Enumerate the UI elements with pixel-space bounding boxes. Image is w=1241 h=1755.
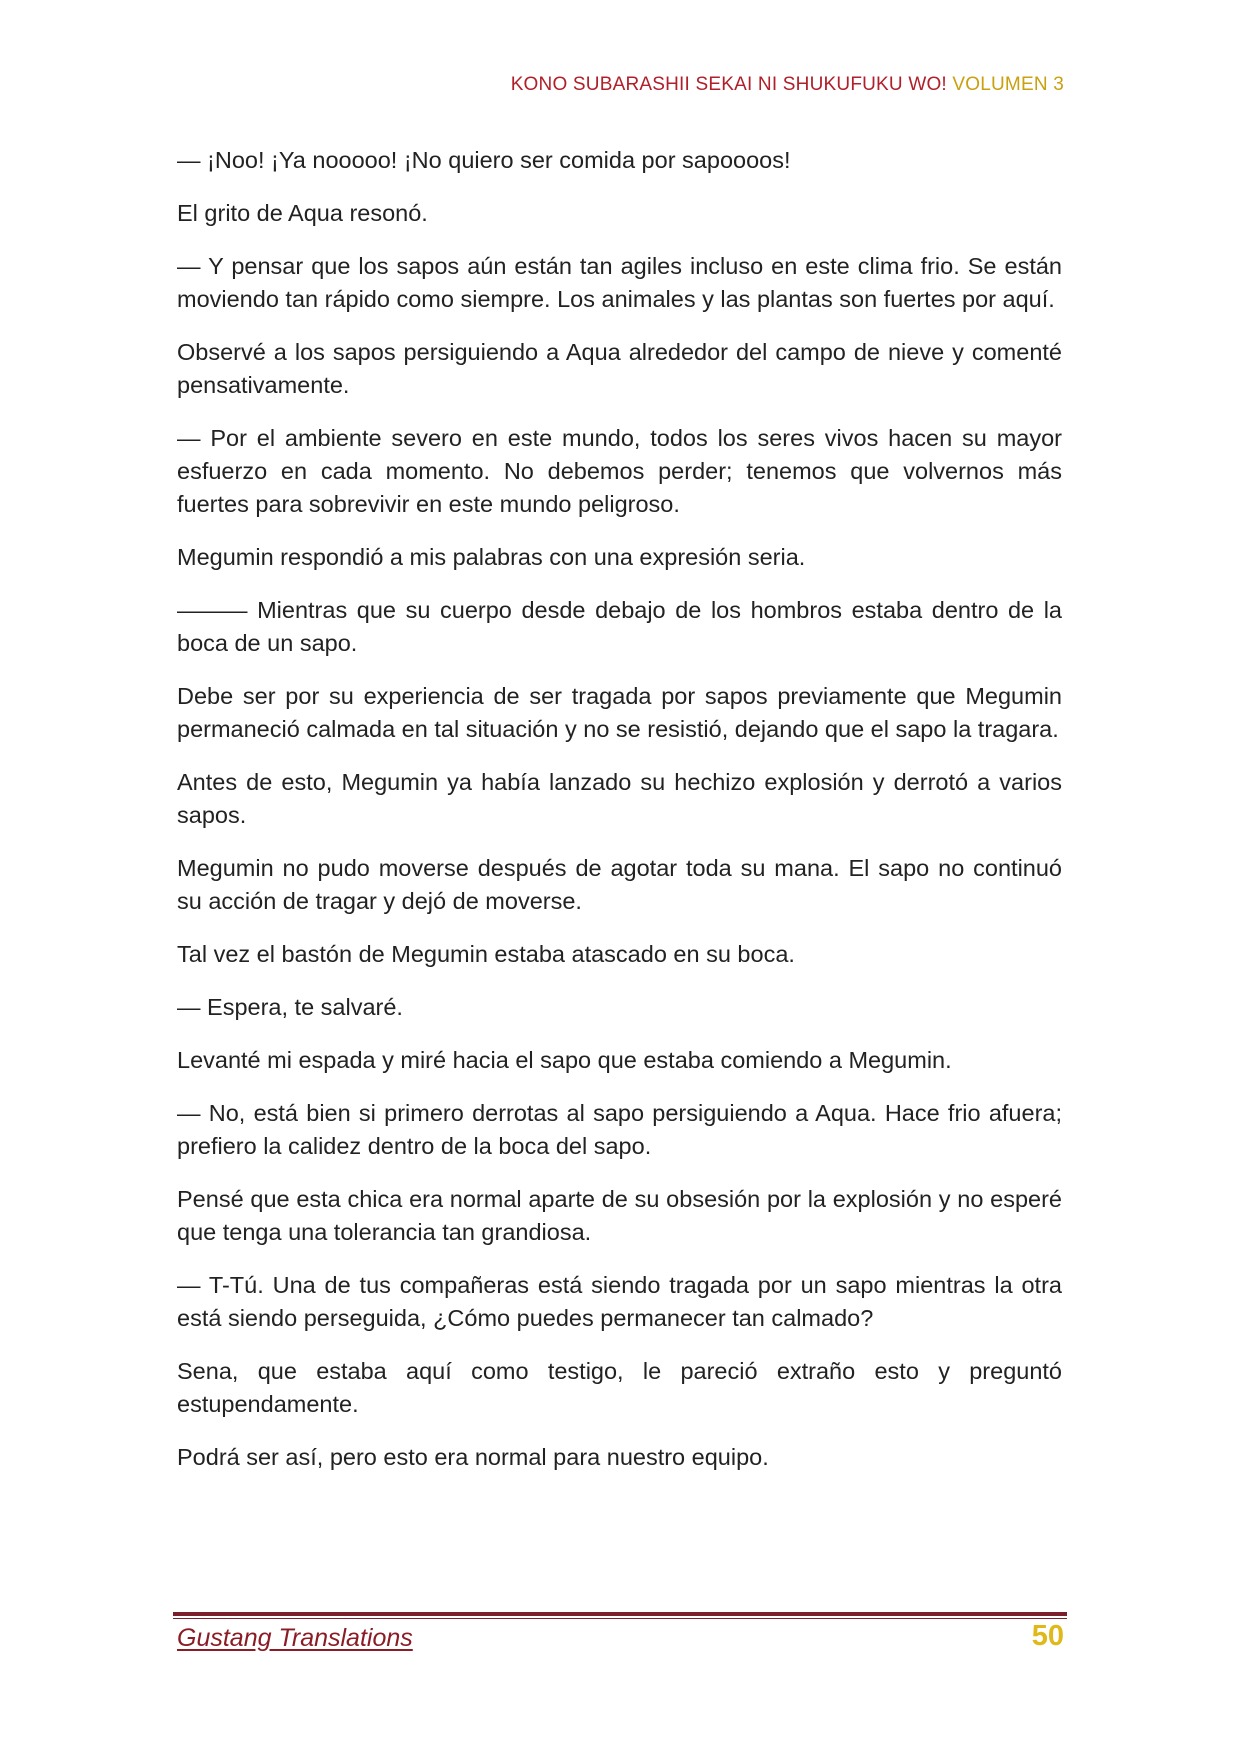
page-body [177,144,1062,1494]
paragraph: Tal vez el bastón de Megumin estaba atascado en su boca. [177,941,795,967]
paragraph: ——— Mientras que su cuerpo desde debajo de los hombros estaba dentro de la boca de un sapo. [177,597,1062,656]
footer-divider-thin [173,1618,1067,1619]
running-header-volume: VOLUMEN 3 [952,74,1064,95]
paragraph: Megumin respondió a mis palabras con una expresión seria. [177,544,806,570]
paragraph: Observé a los sapos persiguiendo a Aqua alrededor del campo de nieve y comenté pensativamente. [177,339,1062,398]
paragraph: Pensé que esta chica era normal aparte de su obsesión por la explosión y no esperé que tenga una tolerancia tan grandiosa. [177,1186,1062,1245]
running-header-series-title: KONO SUBARASHII SEKAI NI SHUKUFUKU WO! [510,74,953,95]
page-number: 50 [1031,1620,1064,1652]
paragraph: — Por el ambiente severo en este mundo, todos los seres vivos hacen su mayor esfuerzo en cada momento. No debemos perder; tenemos que volvernos más fuertes para sobrevivir en este mundo peligroso. [177,425,1062,517]
paragraph: Levanté mi espada y miré hacia el sapo que estaba comiendo a Megumin. [177,1047,952,1073]
paragraph: Antes de esto, Megumin ya había lanzado su hechizo explosión y derrotó a varios sapos. [177,769,1062,828]
paragraph: Megumin no pudo moverse después de agotar toda su mana. El sapo no continuó su acción de tragar y dejó de moverse. [177,855,1062,914]
paragraph: El grito de Aqua resonó. [177,200,428,226]
paragraph: — Y pensar que los sapos aún están tan agiles incluso en este clima frio. Se están moviendo tan rápido como siempre. Los animales y las plantas son fuertes por aquí. [177,253,1062,312]
footer-divider [173,1612,1067,1616]
paragraph: — No, está bien si primero derrotas al sapo persiguiendo a Aqua. Hace frio afuera; prefiero la calidez dentro de la boca del sapo. [177,1100,1062,1159]
paragraph: — Espera, te salvaré. [177,994,403,1020]
paragraph: — ¡Noo! ¡Ya nooooo! ¡No quiero ser comida por sapoooos! [177,147,791,173]
paragraph: Podrá ser así, pero esto era normal para nuestro equipo. [177,1444,769,1470]
running-header [511,74,1064,96]
paragraph: — T-Tú. Una de tus compañeras está siendo tragada por un sapo mientras la otra está siendo perseguida, ¿Cómo puedes permanecer tan calmado? [177,1272,1062,1331]
paragraph: Debe ser por su experiencia de ser tragada por sapos previamente que Megumin permaneció calmada en tal situación y no se resistió, dejando que el sapo la tragara. [177,683,1062,742]
footer-credit-link[interactable]: Gustang Translations [177,1624,413,1652]
paragraph: Sena, que estaba aquí como testigo, le pareció extraño esto y preguntó estupendamente. [177,1358,1062,1417]
